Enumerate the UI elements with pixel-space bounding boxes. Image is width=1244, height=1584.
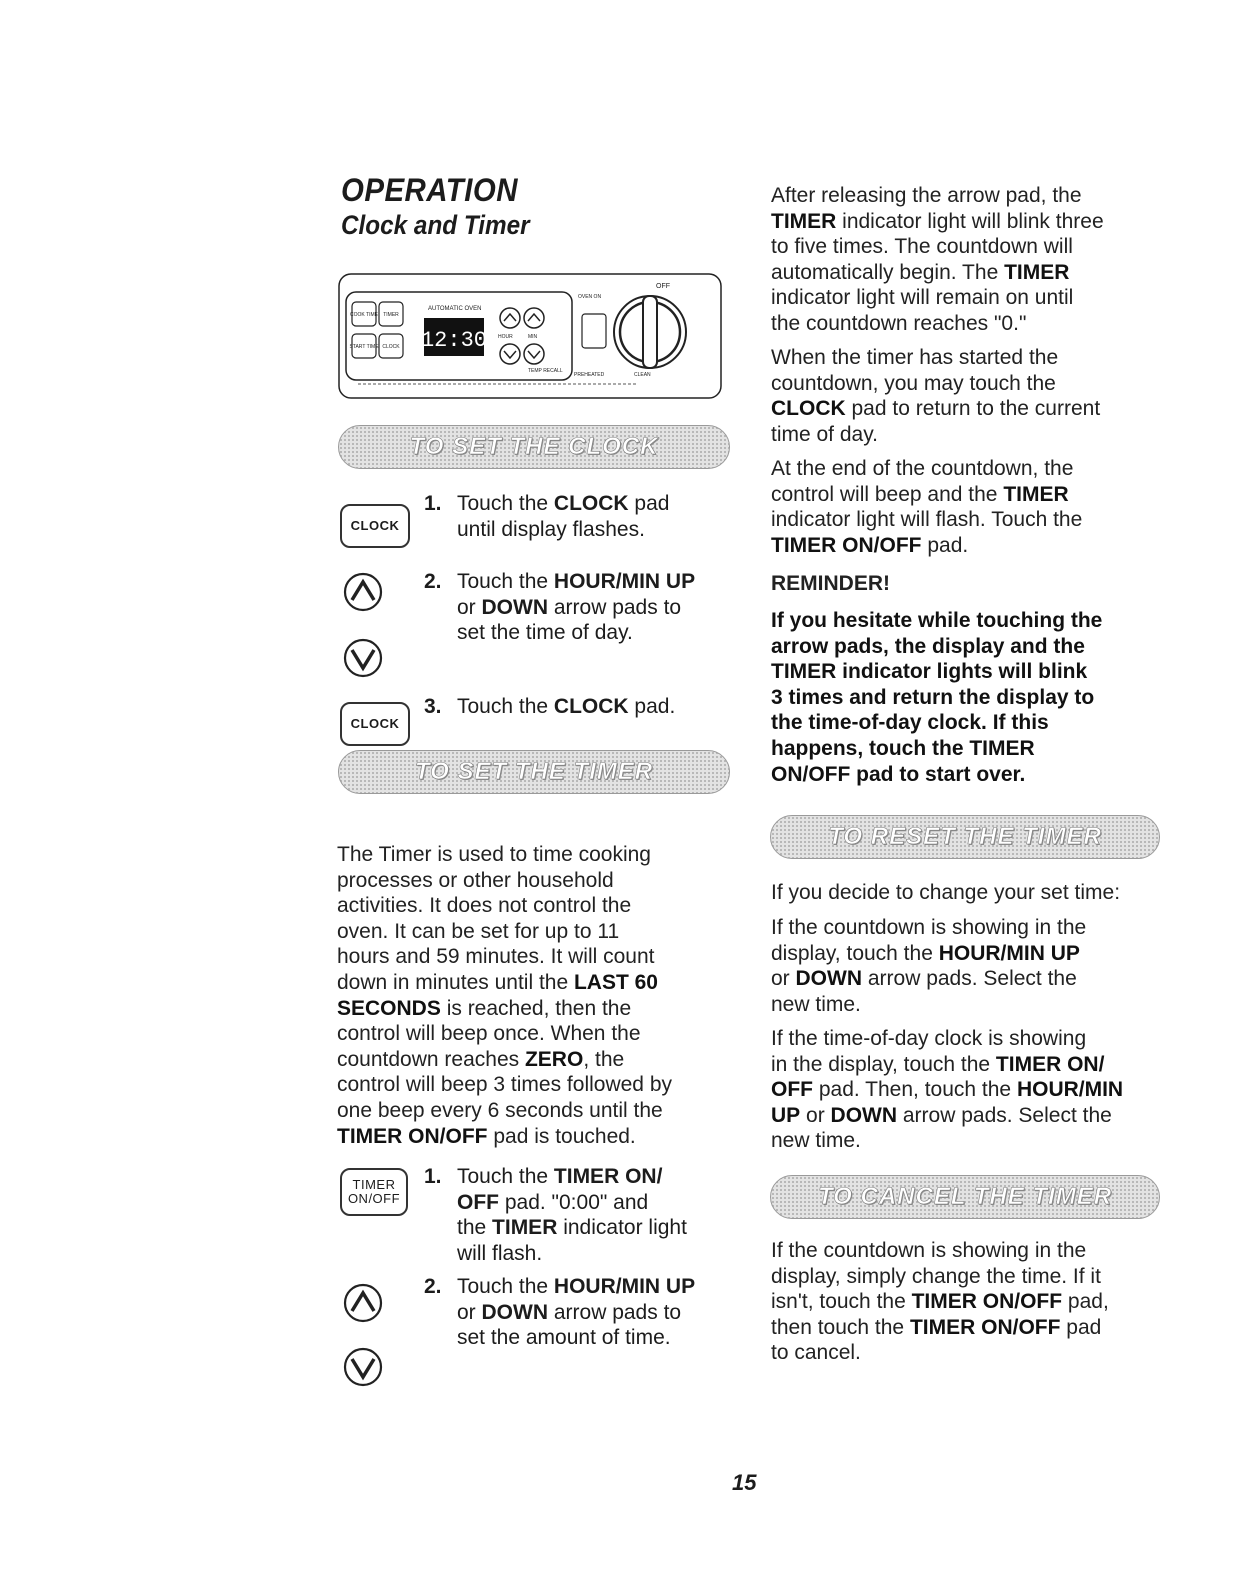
down-arrow-icon	[343, 638, 383, 678]
timer-on-off-pad-icon	[340, 1168, 408, 1216]
section-title: OPERATION	[341, 172, 518, 208]
step-text: Touch the HOUR/MIN UP or DOWN arrow pads to set the time of day.	[457, 570, 696, 645]
off-label: OFF	[656, 283, 670, 290]
temp-recall-label: TEMP RECALL	[528, 368, 563, 374]
clock-display: 12:30	[420, 328, 488, 353]
countdown-info-paragraph: After releasing the arrow pad, the TIMER indicator light will blink three to five times. The countdown will automatically begin. The TIMER indicator light will remain on until the countdown reaches "0."	[771, 184, 1104, 335]
reset-timer-banner-title: TO RESET THE TIMER	[828, 823, 1102, 850]
pad-line: TIMER	[352, 1177, 396, 1192]
preheated-label: PREHEATED	[574, 372, 605, 378]
clock-pad-icon	[340, 504, 410, 548]
automatic-oven-label: AUTOMATIC OVEN	[428, 306, 482, 312]
step-number: 1.	[424, 1165, 442, 1188]
step-number: 1.	[424, 492, 442, 515]
reset-timer-intro: If you decide to change your set time:	[771, 881, 1121, 904]
down-arrow-icon	[343, 1347, 383, 1387]
step-text: Touch the CLOCK pad.	[457, 695, 676, 718]
step-text: Touch the CLOCK pad until display flashes.	[457, 492, 670, 541]
page-number: 15	[732, 1470, 757, 1495]
step-number: 2.	[424, 570, 442, 593]
step-number: 2.	[424, 1275, 442, 1298]
cancel-timer-banner	[770, 1175, 1160, 1219]
step-text: Touch the TIMER ON/ OFF pad. "0:00" and the TIMER indicator light will flash.	[457, 1165, 687, 1265]
set-clock-step-1	[424, 491, 724, 543]
step-number: 3.	[424, 695, 442, 718]
set-clock-banner	[338, 425, 730, 469]
reset-clock-paragraph: If the time-of-day clock is showing in the display, touch the TIMER ON/ OFF pad. Then, touch the HOUR/MIN UP or DOWN arrow pads. Select the new time.	[771, 1027, 1124, 1153]
hour-label: HOUR	[498, 334, 513, 340]
set-clock-banner-title: TO SET THE CLOCK	[409, 433, 659, 460]
step-text: Touch the HOUR/MIN UP or DOWN arrow pads to set the amount of time.	[457, 1275, 696, 1350]
countdown-end-paragraph: At the end of the countdown, the control will beep and the TIMER indicator light will flash. Touch the TIMER ON/OFF pad.	[771, 457, 1083, 557]
reset-countdown-paragraph: If the countdown is showing in the display, touch the HOUR/MIN UP or DOWN arrow pads. Select the new time.	[771, 916, 1087, 1016]
set-clock-step-3	[424, 694, 724, 720]
cancel-timer-paragraph: If the countdown is showing in the display, simply change the time. If it isn't, touch the TIMER ON/OFF pad, then touch the TIMER ON/OFF pad to cancel.	[771, 1239, 1109, 1365]
up-arrow-icon	[343, 572, 383, 612]
clock-pad-label: CLOCK	[350, 716, 400, 731]
reset-timer-banner	[770, 815, 1160, 859]
control-panel-illustration	[338, 272, 722, 400]
timer-intro-paragraph: The Timer is used to time cooking processes or other household activities. It does not control the oven. It can be set for up to 11 hours and 59 minutes. It will count down in minutes until the LAST 60 SECONDS is reached, then the control will beep once. When the countdown reaches ZERO, the control will beep 3 times followed by one beep every 6 seconds until the TIMER ON/OFF pad is touched.	[337, 843, 672, 1148]
reminder-title: REMINDER!	[771, 572, 890, 595]
set-timer-step-1	[424, 1164, 734, 1268]
oven-dial-icon	[614, 296, 686, 368]
min-label: MIN	[528, 334, 538, 340]
pad-label: TIMER	[383, 312, 399, 318]
set-timer-banner	[338, 750, 730, 794]
set-timer-banner-title: TO SET THE TIMER	[414, 758, 654, 785]
clean-label: CLEAN	[634, 372, 651, 378]
clock-return-paragraph: When the timer has started the countdown, you may touch the CLOCK pad to return to the current time of day.	[771, 346, 1101, 446]
cancel-timer-banner-title: TO CANCEL THE TIMER	[817, 1183, 1113, 1210]
set-clock-step-2	[424, 569, 734, 647]
pad-label: COOK TIME	[350, 312, 378, 318]
pad-label: CLOCK	[382, 344, 400, 350]
up-arrow-icon	[343, 1283, 383, 1323]
reminder-text: If you hesitate while touching the arrow pads, the display and the TIMER indicator lights will blink 3 times and return the display to the time-of-day clock. If this happens, touch the TIMER ON/OFF pad to start over.	[771, 609, 1103, 786]
oven-on-label: OVEN ON	[578, 294, 602, 300]
pad-line: ON/OFF	[347, 1191, 401, 1206]
set-timer-step-2	[424, 1274, 734, 1352]
clock-pad-label: CLOCK	[350, 518, 400, 533]
page-subtitle: Clock and Timer	[341, 210, 530, 240]
clock-pad-icon	[340, 702, 410, 746]
pad-label: START TIME	[349, 344, 379, 350]
